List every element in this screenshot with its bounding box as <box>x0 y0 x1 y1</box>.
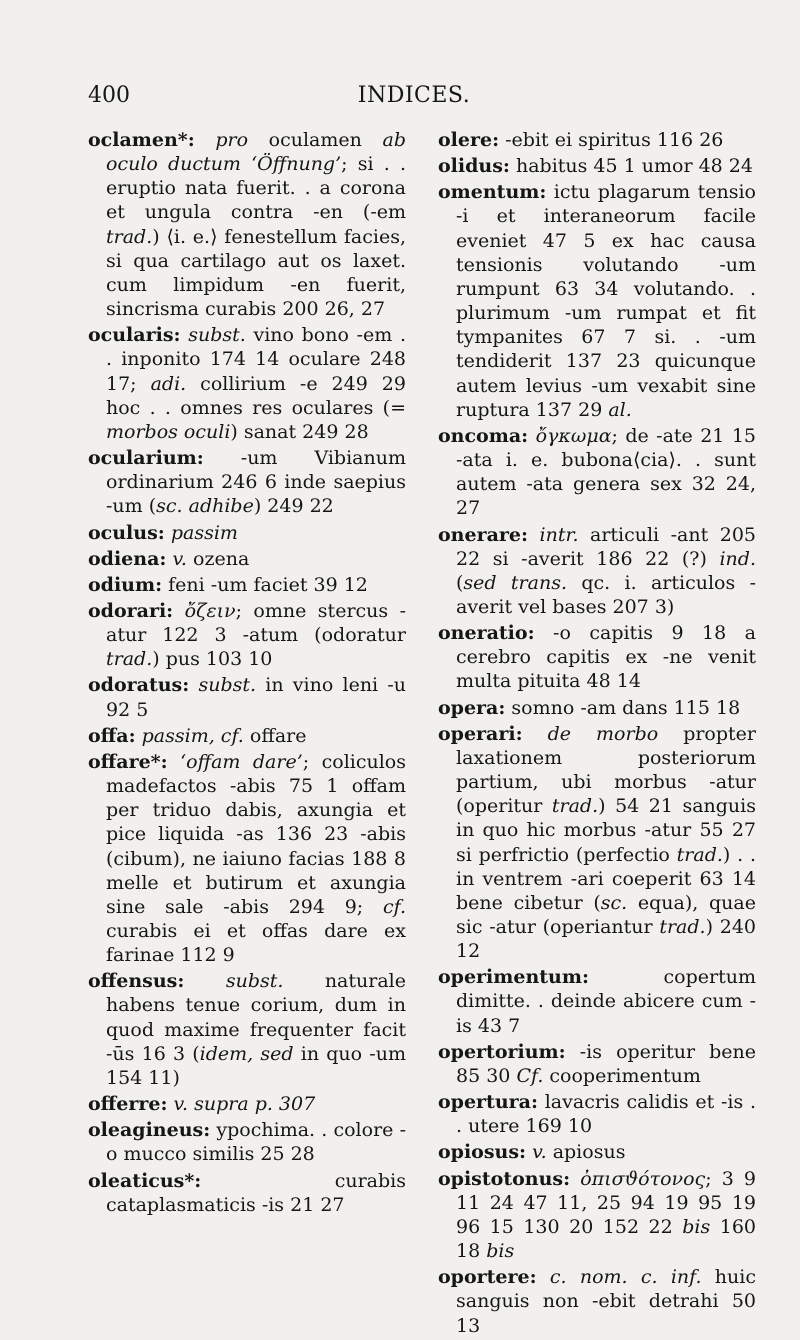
entry-text: ; omne stercus -atur 122 3 -atum (odoratur <box>106 599 407 647</box>
entry-text: -ebit ei spiritus 116 26 <box>499 129 724 151</box>
index-entry <box>88 599 406 671</box>
index-entry <box>438 523 756 620</box>
entry-text: ) . . in ventrem -ari coeperit 63 14 bene cibetur ( <box>456 843 757 914</box>
entry-text: ; si . . eruptio nata fuerit. . a corona et ungula contra -en (-em <box>106 153 406 224</box>
index-entry <box>88 673 406 721</box>
entry-text: ; 3 9 11 24 47 11, 25 94 19 95 19 96 15 130 20 152 22 <box>456 1167 756 1238</box>
index-entry <box>438 1040 756 1088</box>
headword: oncoma: <box>438 424 529 447</box>
index-entry <box>438 722 756 964</box>
entry-text <box>168 751 180 773</box>
entry-text: oculamen <box>248 129 383 151</box>
index-entry <box>88 323 406 444</box>
headword: olidus: <box>438 155 510 178</box>
headword: offare*: <box>88 750 168 773</box>
headword: oleagineus: <box>88 1119 211 1142</box>
index-entry <box>88 724 406 748</box>
entry-text: qc. i. articulos -averit vel bases 207 3) <box>456 571 756 618</box>
entry-text: 160 18 <box>456 1215 756 1263</box>
entry-text: somno -am dans 115 18 <box>505 696 741 719</box>
italic-text: idem, sed <box>199 1042 294 1065</box>
italic-text: ‘Öffnung’ <box>251 153 342 176</box>
entry-text: articuli -ant 205 22 si -averit 186 22 (?) <box>456 523 756 570</box>
headword: odoratus: <box>88 674 190 697</box>
headword: olere: <box>438 129 500 151</box>
entry-text <box>173 600 184 622</box>
headword: odiena: <box>88 547 167 570</box>
entry-text: offare <box>243 724 307 747</box>
entry-text: ) pus 103 10 <box>152 648 273 671</box>
entry-text <box>528 425 535 447</box>
index-entry <box>88 547 406 571</box>
headword: ocularium: <box>88 447 204 470</box>
entry-text: cooperimentum <box>543 1064 701 1087</box>
index-entry <box>88 1118 406 1166</box>
italic-text: ‘offam dare’ <box>180 750 303 773</box>
italic-text: trad. <box>106 648 153 671</box>
index-entry <box>438 1090 756 1138</box>
italic-text: v. supra p. 307 <box>173 1093 316 1116</box>
index-entry <box>88 969 406 1090</box>
italic-text: ὄγκωμα <box>535 424 612 447</box>
index-entry <box>438 696 756 720</box>
italic-text: subst. <box>225 970 284 993</box>
italic-text: bis <box>486 1240 515 1263</box>
page-header <box>88 83 740 117</box>
entry-text: ) 249 22 <box>253 495 334 518</box>
left-column <box>88 128 406 1219</box>
italic-text: adi. <box>150 372 187 395</box>
italic-text: trad. <box>659 916 706 938</box>
entry-text <box>184 970 225 992</box>
entry-text: ( <box>456 571 464 594</box>
entry-text <box>528 524 540 546</box>
italic-text: de morbo <box>547 722 659 745</box>
index-entry <box>88 446 406 518</box>
entry-text: in vino leni -u 92 5 <box>106 674 406 721</box>
entry-text: apiosus <box>546 1141 626 1164</box>
index-entry <box>88 1169 406 1217</box>
italic-text: ind. <box>719 547 756 570</box>
entry-text: curabis cataplasmaticis -is 21 27 <box>106 1169 406 1216</box>
index-entry <box>88 128 406 321</box>
index-entry <box>438 1265 756 1337</box>
entry-text: copertum dimitte. . deinde abicere cum -is 43 7 <box>456 966 756 1037</box>
headword: offensus: <box>88 970 185 993</box>
index-entry <box>88 1092 406 1116</box>
entry-text: propter laxationem posteriorum partium, ubi morbus -atur (operitur <box>456 722 756 818</box>
entry-text: ozena <box>186 547 250 570</box>
headword: oculus: <box>88 521 165 544</box>
entry-text: ; de -ate 21 15 -ata i. e. bubona⟨cia⟩. . sunt autem -ata genera sex 32 24, 27 <box>456 424 756 520</box>
headword: opiosus: <box>438 1141 527 1164</box>
italic-text: v. <box>532 1141 547 1164</box>
entry-text: ypochima. . colore -o mucco similis 25 28 <box>106 1119 406 1166</box>
entry-text: ; coliculos madefactos -abis 75 1 offam per triduo dabis, axungia et pice liquida -as 136 23 -abis (cibum), ne iaiuno facias 188 8 melle et butirum et axungia sine sale -abis 294 9; <box>106 750 407 918</box>
italic-text: al. <box>608 398 632 421</box>
headword: offerre: <box>88 1093 168 1116</box>
italic-text: sc. adhibe <box>156 495 254 518</box>
italic-text: trad. <box>106 225 153 248</box>
right-column <box>438 128 756 1340</box>
index-entry <box>88 573 406 597</box>
italic-text: trad. <box>676 843 723 866</box>
italic-text: ὄζειν <box>184 599 236 622</box>
italic-text: subst. <box>198 674 257 697</box>
italic-text: Cf. <box>516 1064 544 1087</box>
entry-text: equa), quae sic -atur (operiantur <box>456 891 756 938</box>
entry-text: collirium -e 249 29 hoc . . omnes res oculares (= <box>106 372 406 419</box>
entry-text <box>195 129 216 151</box>
index-entry <box>438 965 756 1037</box>
headword: opertura: <box>438 1091 538 1114</box>
italic-text: ab oculo ductum <box>106 129 406 176</box>
headword: onerare: <box>438 523 529 546</box>
entry-text: naturale habens tenue corium, dum in quod maxime frequenter facit -ūs 16 3 ( <box>106 970 406 1065</box>
italic-text: pro <box>215 129 249 151</box>
headword: opera: <box>438 696 506 719</box>
index-entry <box>438 621 756 693</box>
entry-text: ) 54 21 sanguis in quo hic morbus -atur 55 27 si perfrictio (perfectio <box>456 795 756 866</box>
italic-text: passim <box>170 521 238 544</box>
index-entry <box>88 521 406 545</box>
italic-text: bis <box>682 1215 711 1238</box>
index-entry <box>438 154 756 178</box>
entry-text: ictu plagarum tensio -i et interaneorum facile eveniet 47 5 ex hac causa tensionis volutando -um rumpunt 63 34 volutando. . plurimum -um rumpat et fit tympanites 67 7 si. . -um tendiderit 137 23 quicunque autem levius -um vexabit sine ruptura 137 29 <box>456 181 756 421</box>
italic-text: trad. <box>551 795 599 818</box>
headword: odium: <box>88 573 163 596</box>
entry-text: feni -um faciet 39 12 <box>162 573 368 596</box>
italic-text: intr. <box>539 523 579 546</box>
entry-text: -um Vibianum ordinarium 246 6 inde saepius -um ( <box>106 447 406 518</box>
index-entry <box>438 128 756 152</box>
headword: opistotonus: <box>438 1167 571 1190</box>
entry-text: ) ⟨i. e.⟩ fenestellum facies, si qua cartilago aut os laxet. cum limpidum -en fuerit, sincrisma curabis 200 26, 27 <box>106 225 406 321</box>
entry-text: curabis ei et offas dare ex farinae 112 9 <box>106 920 406 967</box>
entry-text <box>523 723 548 745</box>
italic-text: sed trans. <box>463 571 567 594</box>
headword: oleaticus*: <box>88 1169 202 1192</box>
headword: odorari: <box>88 599 174 622</box>
headword: opertorium: <box>438 1040 566 1063</box>
italic-text: cf. <box>382 895 406 918</box>
entry-text: in quo -um 154 11) <box>106 1042 406 1089</box>
italic-text: subst. <box>188 324 246 347</box>
entry-text: huic sanguis non -ebit detrahi 50 13 <box>456 1266 756 1337</box>
entry-text <box>570 1168 580 1190</box>
headword: oclamen*: <box>88 129 195 151</box>
italic-text: ὀπισϑότονος <box>580 1167 706 1190</box>
index-entry <box>88 750 406 967</box>
headword: operimentum: <box>438 966 589 989</box>
headword: offa: <box>88 724 136 747</box>
page-number: 400 <box>88 83 130 108</box>
entry-text: vino bono -em . . inponito 174 14 oculare 248 17; <box>106 324 406 395</box>
entry-text: ) sanat 249 28 <box>230 420 369 443</box>
index-entry <box>438 1140 756 1164</box>
running-title: INDICES. <box>357 83 471 108</box>
entry-text: ) 240 12 <box>456 916 756 963</box>
italic-text: c. nom. c. inf. <box>549 1266 702 1289</box>
index-entry <box>438 424 756 521</box>
entry-text: -o capitis 9 18 a cerebro capitis ex -ne venit multa pituita 48 14 <box>456 622 756 693</box>
headword: omentum: <box>438 181 547 204</box>
entry-text: -is operitur bene 85 30 <box>456 1040 756 1087</box>
entry-text <box>241 153 251 175</box>
italic-text: sc. <box>600 891 628 914</box>
headword: ocularis: <box>88 324 181 347</box>
entry-text: lavacris calidis et -is . . utere 169 10 <box>456 1091 756 1138</box>
headword: operari: <box>438 722 523 745</box>
index-entry <box>438 180 756 422</box>
entry-text <box>537 1266 550 1288</box>
entry-text: habitus 45 1 umor 48 24 <box>509 155 753 178</box>
headword: oportere: <box>438 1266 537 1289</box>
italic-text: passim, cf. <box>141 724 244 747</box>
index-entry <box>438 1167 756 1264</box>
headword: oneratio: <box>438 622 535 645</box>
italic-text: v. <box>172 547 187 570</box>
italic-text: morbos oculi <box>106 420 231 443</box>
